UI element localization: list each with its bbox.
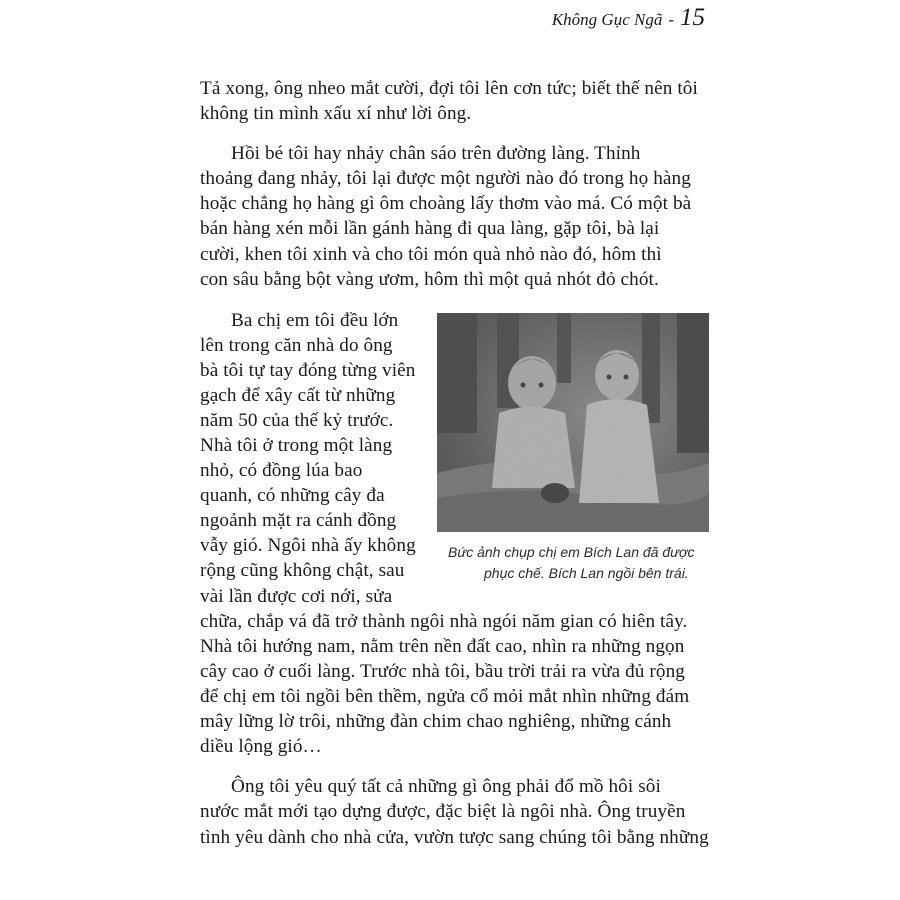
book-title: Không Gục Ngã — [551, 10, 663, 29]
text-line: quanh, có những cây đa — [200, 485, 385, 506]
text-line: lên trong căn nhà do ông — [200, 335, 393, 356]
text-line: rộng cũng không chật, sau — [200, 560, 405, 581]
text-line: con sâu bằng bột vàng ươm, hôm thì một quả nhót đỏ chót. — [200, 269, 659, 290]
text-line: Ba chị em tôi đều lớn — [231, 310, 399, 331]
text-line: gạch để xây cất từ những — [200, 385, 396, 406]
page-number: 15 — [680, 4, 705, 31]
text-line: thoảng đang nhảy, tôi lại được một người nào đó trong họ hàng — [200, 168, 691, 189]
text-line: Nhà tôi ở trong một làng — [200, 435, 393, 456]
restored-photo — [437, 313, 709, 532]
text-line: chữa, chắp vá đã trở thành ngôi nhà ngói năm gian có hiên tây. — [200, 611, 688, 632]
text-line: vẫy gió. Ngôi nhà ấy không — [200, 535, 416, 556]
text-line: hoặc chẳng họ hàng gì ôm choàng lấy thơm vào má. Có một bà — [200, 193, 692, 214]
text-line: cười, khen tôi xinh và cho tôi món quà nhỏ nào đó, hôm thì — [200, 244, 662, 265]
text-line: nước mắt mới tạo dựng được, đặc biệt là ngôi nhà. Ông truyền — [200, 801, 686, 822]
photo-caption-line: Bức ảnh chụp chị em Bích Lan đã được — [448, 544, 695, 560]
text-line: nhỏ, có đồng lúa bao — [200, 460, 363, 481]
header-dash: - — [668, 10, 674, 29]
text-line: không tin mình xấu xí như lời ông. — [200, 103, 472, 124]
text-line: vài lần được cơi nới, sửa — [200, 586, 393, 607]
text-line: bà tôi tự tay đóng từng viên — [200, 360, 416, 381]
text-line: bán hàng xén mỗi lần gánh hàng đi qua làng, gặp tôi, bà lại — [200, 218, 660, 239]
text-line: Hồi bé tôi hay nhảy chân sáo trên đường làng. Thỉnh — [231, 143, 641, 164]
text-line: mây lững lờ trôi, những đàn chim chao nghiêng, những cánh — [200, 711, 672, 732]
page-header — [552, 4, 705, 32]
text-line: ngoảnh mặt ra cánh đồng — [200, 510, 397, 531]
photo-caption-line: phục chế. Bích Lan ngồi bên trái. — [484, 565, 689, 581]
text-line: cây cao ở cuối làng. Trước nhà tôi, bầu trời trải ra vừa đủ rộng — [200, 661, 685, 682]
text-line: Ông tôi yêu quý tất cả những gì ông phải đổ mồ hôi sôi — [231, 776, 661, 797]
text-line: diều lộng gió… — [200, 736, 322, 757]
text-line: tình yêu dành cho nhà cửa, vườn tược sang chúng tôi bằng những — [200, 827, 709, 848]
text-line: Tả xong, ông nheo mắt cười, đợi tôi lên cơn tức; biết thế nên tôi — [200, 78, 698, 99]
text-line: năm 50 của thế kỷ trước. — [200, 410, 394, 431]
text-line: Nhà tôi hướng nam, nằm trên nền đất cao, nhìn ra những ngọn — [200, 636, 685, 657]
text-line: để chị em tôi ngồi bên thềm, ngửa cổ mỏi mắt nhìn những đám — [200, 686, 690, 707]
